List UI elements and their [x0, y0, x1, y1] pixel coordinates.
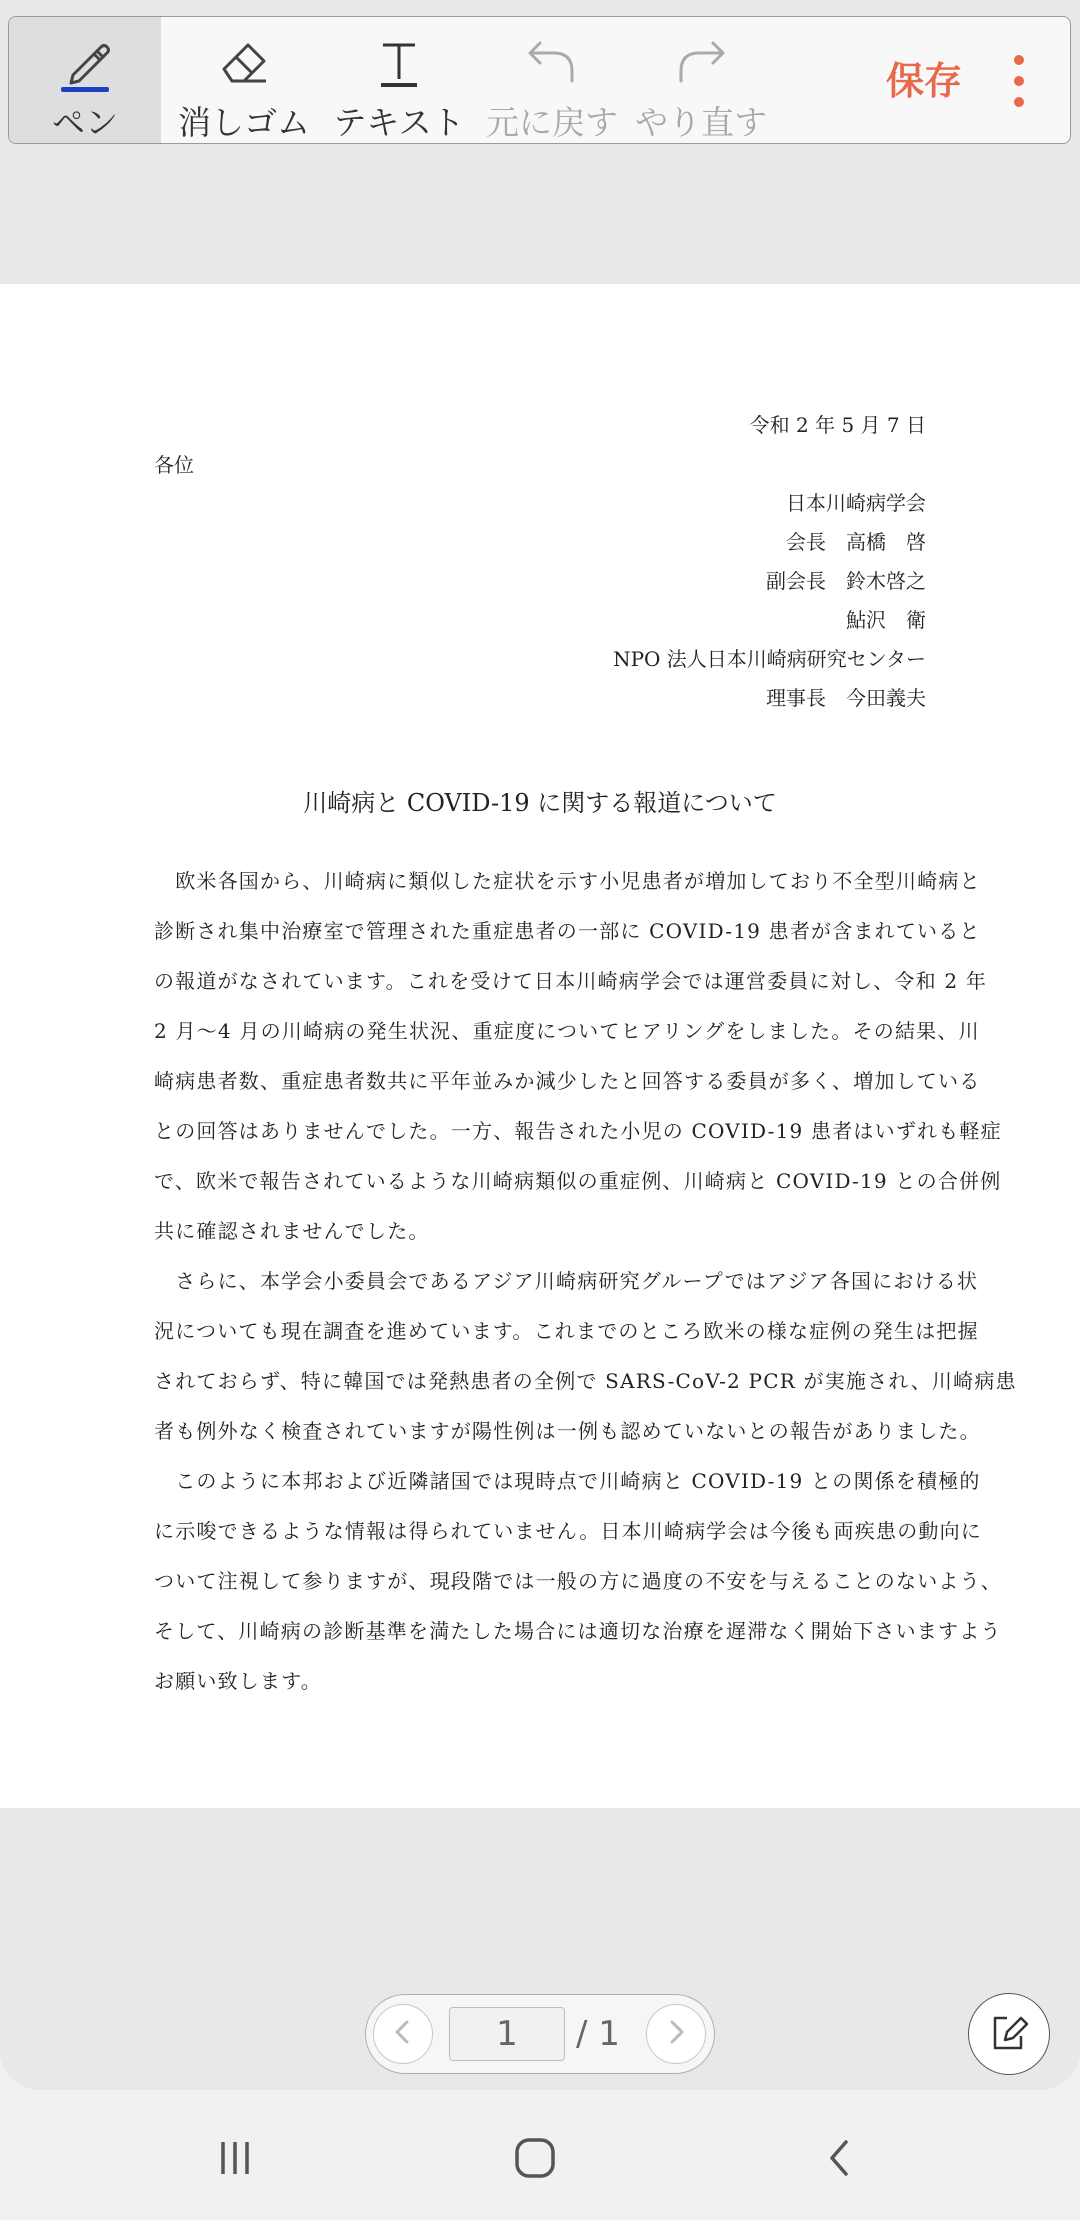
document-title: 川崎病と COVID-19 に関する報道について	[303, 789, 777, 817]
paragraph-line: このように本邦および近隣諸国では現時点で川崎病と COVID-19 との関係を積極的	[154, 1469, 981, 1493]
paragraph-line: されておらず、特に韓国では発熱患者の全例で SARS-CoV-2 PCR が実施され、川崎病患	[154, 1369, 1017, 1393]
text-tool[interactable]	[324, 17, 474, 144]
next-page-button[interactable]	[646, 2004, 706, 2064]
sender-line: 日本川崎病学会	[786, 491, 926, 515]
pen-tool-label: ペン	[52, 103, 118, 142]
page-navigator	[365, 1994, 715, 2074]
undo-label: 元に戻す	[486, 103, 618, 142]
sender-line: 鮎沢 衛	[846, 608, 926, 632]
edit-pdf-icon	[987, 2010, 1031, 2058]
eraser-icon	[214, 17, 274, 95]
sender-line: 副会長 鈴木啓之	[766, 569, 926, 593]
paragraph	[154, 1464, 1002, 1698]
paragraph	[154, 1264, 1017, 1448]
addressee: 各位	[154, 453, 194, 477]
document-date: 令和 2 年 5 月 7 日	[749, 413, 926, 437]
annotation-toolbar	[8, 16, 1071, 144]
more-vertical-icon[interactable]	[1004, 55, 1034, 109]
home-button[interactable]	[500, 2130, 570, 2190]
paragraph-line: の報道がなされています。これを受けて日本川崎病学会では運営委員に対し、令和 2 年	[154, 969, 988, 993]
chevron-right-icon	[661, 2017, 691, 2051]
sender-line: 理事長 今田義夫	[766, 686, 926, 710]
eraser-tool-label: 消しゴム	[178, 103, 310, 142]
save-button[interactable]: 保存	[885, 59, 962, 103]
undo-icon	[522, 17, 582, 95]
paragraph-line: お願い致します。	[154, 1669, 322, 1693]
paragraph-line: そして、川崎病の診断基準を満たした場合には適切な治療を遅滞なく開始下さいますよう	[154, 1619, 1002, 1643]
home-icon	[511, 2134, 559, 2186]
sender-line: NPO 法人日本川崎病研究センター	[613, 647, 926, 671]
pen-icon	[55, 17, 115, 95]
redo-icon	[671, 17, 731, 95]
paragraph-line: で、欧米で報告されているような川崎病類似の重症例、川崎病と COVID-19 との合併例	[154, 1169, 1002, 1193]
redo-label: やり直す	[635, 103, 767, 142]
pen-tool[interactable]	[9, 17, 161, 144]
paragraph-line: 者も例外なく検査されていますが陽性例は一例も認めていないとの報告がありました。	[154, 1419, 981, 1443]
paragraph-line: 欧米各国から、川崎病に類似した症状を示す小児患者が増加しており不全型川崎病と	[154, 869, 981, 893]
paragraph-line: ついて注視して参りますが、現段階では一般の方に過度の不安を与えることのないよう、	[154, 1569, 1002, 1593]
paragraph-line: 共に確認されませんでした。	[154, 1219, 430, 1243]
text-icon	[369, 17, 429, 95]
paragraph-line: さらに、本学会小委員会であるアジア川崎病研究グループではアジア各国における状	[154, 1269, 979, 1293]
chevron-left-icon	[388, 2017, 418, 2051]
recent-apps-icon	[213, 2136, 257, 2184]
document-body	[154, 864, 1017, 1698]
redo-button[interactable]	[625, 17, 777, 144]
sender-line: 会長 高橋 啓	[786, 530, 926, 554]
paragraph-line: との回答はありませんでした。一方、報告された小児の COVID-19 患者はいずれも軽症	[154, 1119, 1002, 1143]
paragraph-line: 崎病患者数、重症患者数共に平年並みか減少したと回答する委員が多く、増加している	[154, 1069, 981, 1093]
paragraph-line: 況についても現在調査を進めています。これまでのところ欧米の様な症例の発生は把握	[154, 1319, 979, 1343]
paragraph-line: 診断され集中治療室で管理された重症患者の一部に COVID-19 患者が含まれていると	[154, 919, 981, 943]
back-icon	[818, 2136, 862, 2184]
eraser-tool[interactable]	[169, 17, 319, 144]
text-tool-label: テキスト	[333, 103, 465, 142]
document-page	[0, 284, 1080, 1808]
undo-button[interactable]	[477, 17, 627, 144]
page-total: / 1	[576, 2014, 620, 2054]
pen-color-indicator	[61, 87, 109, 92]
edit-pdf-button[interactable]	[968, 1993, 1050, 2075]
page-number-input[interactable]: 1	[449, 2007, 565, 2061]
paragraph-line: 2 月〜4 月の川崎病の発生状況、重症度についてヒアリングをしました。その結果、川	[154, 1019, 980, 1043]
back-button[interactable]	[805, 2130, 875, 2190]
system-nav-bar	[0, 2100, 1080, 2220]
paragraph	[154, 864, 1002, 1248]
recent-apps-button[interactable]	[200, 2130, 270, 2190]
paragraph-line: に示唆できるような情報は得られていません。日本川崎病学会は今後も両疾患の動向に	[154, 1519, 982, 1543]
prev-page-button[interactable]	[373, 2004, 433, 2064]
